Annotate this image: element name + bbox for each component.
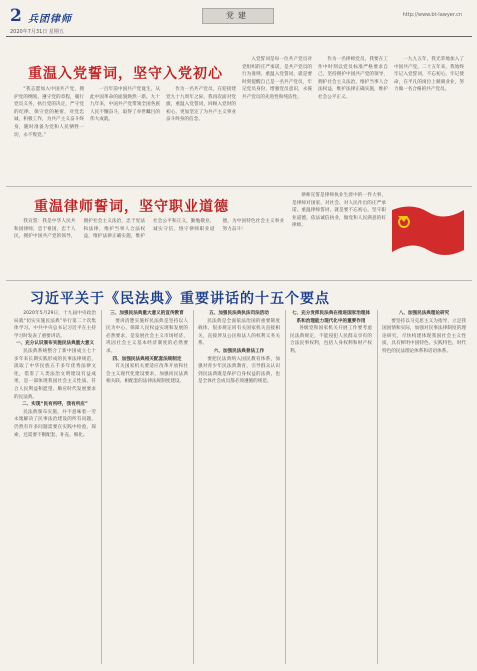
article3-col5 (382, 310, 466, 666)
article3-paragraph: 要把民法典纳入国民教育体系，加强对青少年民法典教育，引导群众认识到民法典既是保护自身权益的法典，也是全体社会成员都必须遵循的规范。 (198, 356, 280, 385)
article2-col1 (14, 218, 284, 274)
article1-paragraph: 作为一名律师党员，我要在工作中时刻以党员标准严格要求自己，坚持拥护中国共产党的领导，拥护社会主义法治，维护当事人合法权益，维护法律正确实施，维护社会公平正义。 (318, 57, 388, 100)
website-link[interactable]: http://www.bt-lawyer.cn (402, 12, 462, 18)
article3-col3 (198, 310, 280, 666)
article3-paragraph: 民法典是全面依法治国的重要制度载体，很多规定同有关国家机关直接相关，直接涉及公民和法人的权利义务关系。 (198, 318, 280, 347)
article3-subheading: 四、加强民法典相关配套法规制定 (112, 356, 182, 362)
article3-subheading: 六、加强民法典普法工作 (213, 348, 265, 354)
article3-paragraph: 要坚持以马克思主义为指导，立足我国国情和实际，加强对民事法律制度的理论研究，尽快构建体现我国社会主义性质，具有鲜明中国特色、实践特色、时代特色的民法理论体系和话语体系。 (382, 318, 466, 354)
article3-paragraph: 各级党和国家机关开展工作要考虑民法典规定，不能侵犯人民群众享有的合法民事权利，包括人身权利和财产权利。 (290, 326, 372, 354)
article2-col2 (292, 192, 386, 274)
column-divider (101, 310, 102, 664)
article1-paragraph: 入党誓词是每一位共产党员对党组织的庄严承诺，是共产党员的行为准则。重温入党誓词，就是要时刻提醒自己是一名共产党员，牢记党员身份，增强党员意识，永葆共产党员的先进性和纯洁性。 (242, 57, 312, 100)
article3-paragraph: 民法典系统整合了新中国成立七十多年来长期实践形成的民事法律规范，汲取了中华民族五千多年优秀法律文化，借鉴了人类法治文明建设有益成果，是一部体现我国社会主义性质、符合人民利益和愿望、顺应时代发展要求的民法典。 (14, 348, 96, 400)
article3-title: 习近平关于《民法典》重要讲话的十五个要点 (30, 291, 330, 307)
article1-col4 (242, 56, 312, 186)
article3-col4 (290, 310, 372, 666)
article1-col1 (14, 86, 84, 186)
article3-subheading: 二、实现“民有所呼，我有所应” (22, 402, 88, 408)
article3-paragraph: 2020年5月29日，十九届中央政治局就“切实实施民法典”举行第二十次集体学习。中共中央总书记习近平在主持学习时发表了重要讲话。 (14, 311, 96, 339)
page-header (6, 4, 472, 36)
article3-subheading: 八、加强民法典理论研究 (398, 311, 450, 316)
section-label: 党建 (202, 8, 274, 24)
article1-col2 (90, 86, 160, 186)
column-divider (285, 310, 286, 664)
article3-subheading: 三、加强民法典重大意义的宣传教育 (110, 311, 184, 316)
article1-divider (6, 186, 472, 187)
article1-col6 (394, 56, 464, 186)
masthead: 兵团律师 (28, 14, 72, 25)
article1-title: 重温入党誓词，坚守入党初心 (28, 66, 223, 82)
article3-col1 (14, 310, 96, 666)
page-number: 2 (10, 6, 22, 26)
party-flag-icon (388, 202, 466, 264)
article2-title: 重温律师誓词，坚守职业道德 (34, 199, 229, 215)
article1-paragraph: 作为一名共产党员，在迎接建党九十九周年之际，我再次面对党旗，重温入党誓词，回顾入党时的初心，更加坚定了为共产主义事业奋斗终身的信念。 (166, 87, 236, 123)
column-divider (377, 310, 378, 664)
header-divider (6, 36, 472, 37)
column-divider (193, 310, 194, 664)
article1-col3 (166, 86, 236, 186)
article3-subheading: 五、加强民法典执法司法活动 (209, 311, 269, 316)
article2-divider (6, 280, 472, 281)
article3-paragraph: 民法典颁布实施，并不意味着一劳永逸解决了民事法治建设的所有问题，仍然有许多问题需要在实践中检验、探索，还需要不断配套、补充、细化。 (14, 409, 96, 438)
article1-paragraph: “我志愿加入中国共产党，拥护党的纲领，遵守党的章程，履行党员义务，执行党的决定，严守党的纪律，保守党的秘密，对党忠诚，积极工作，为共产主义奋斗终身，随时准备为党和人民牺牲一切，永不叛党。” (14, 87, 84, 138)
article3-subheading: 一、充分认识颁布实施民法典重大意义 (15, 341, 95, 347)
article3-paragraph: 要讲清楚实施好民法典是坚持以人民为中心、保障人民权益实现和发展的必然要求，是发展社会主义市场经济、巩固社会主义基本经济制度的必然要求。 (106, 318, 188, 354)
article1-paragraph: 一百年前中国共产党诞生，从此中国革命的面貌焕然一新。九十九年来，中国共产党带领全国各族人民不懈奋斗，取得了举世瞩目的伟大成就。 (90, 87, 160, 123)
article2-paragraph: 我宣誓：我是中华人民共和国律师，忠于祖国，忠于人民，拥护中国共产党的领导，拥护社会主义法治，忠于宪法和法律，维护当事人合法权益，维护法律正确实施，维护社会公平和正义，勤勉敬业，诚实守信，恪守律师职业道德，为中国特色社会主义事业努力奋斗！ (14, 219, 284, 240)
article3-subheading: 七、充分发挥民法典在推进国家治理体系和治理能力现代化中的重要作用 (291, 311, 371, 324)
article1-paragraph: 一九九五年，我光荣地加入了中国共产党。二十五年来，我始终牢记入党誓词，不忘初心，牢记使命，在平凡的岗位上兢兢业业，努力做一名合格的共产党员。 (394, 57, 464, 93)
article1-col5 (318, 56, 388, 186)
article2-paragraph: 律师宣誓是律师执业生涯中的一件大事，是律师对国家、对社会、对人民作出的庄严承诺。重温律师誓词，就是要不忘初心，坚守职业道德，依法诚信执业，做党和人民满意的好律师。 (292, 193, 386, 229)
article3-body (14, 310, 466, 666)
article3-col2 (106, 310, 188, 666)
article3-paragraph: 有关国家机关要适应改革开放和社会主义现代化建设要求，加强同民法典相关联、相配套的法律法规制度建设。 (106, 364, 188, 385)
issue-date: 2020年7月31日 星期五 (10, 29, 64, 35)
